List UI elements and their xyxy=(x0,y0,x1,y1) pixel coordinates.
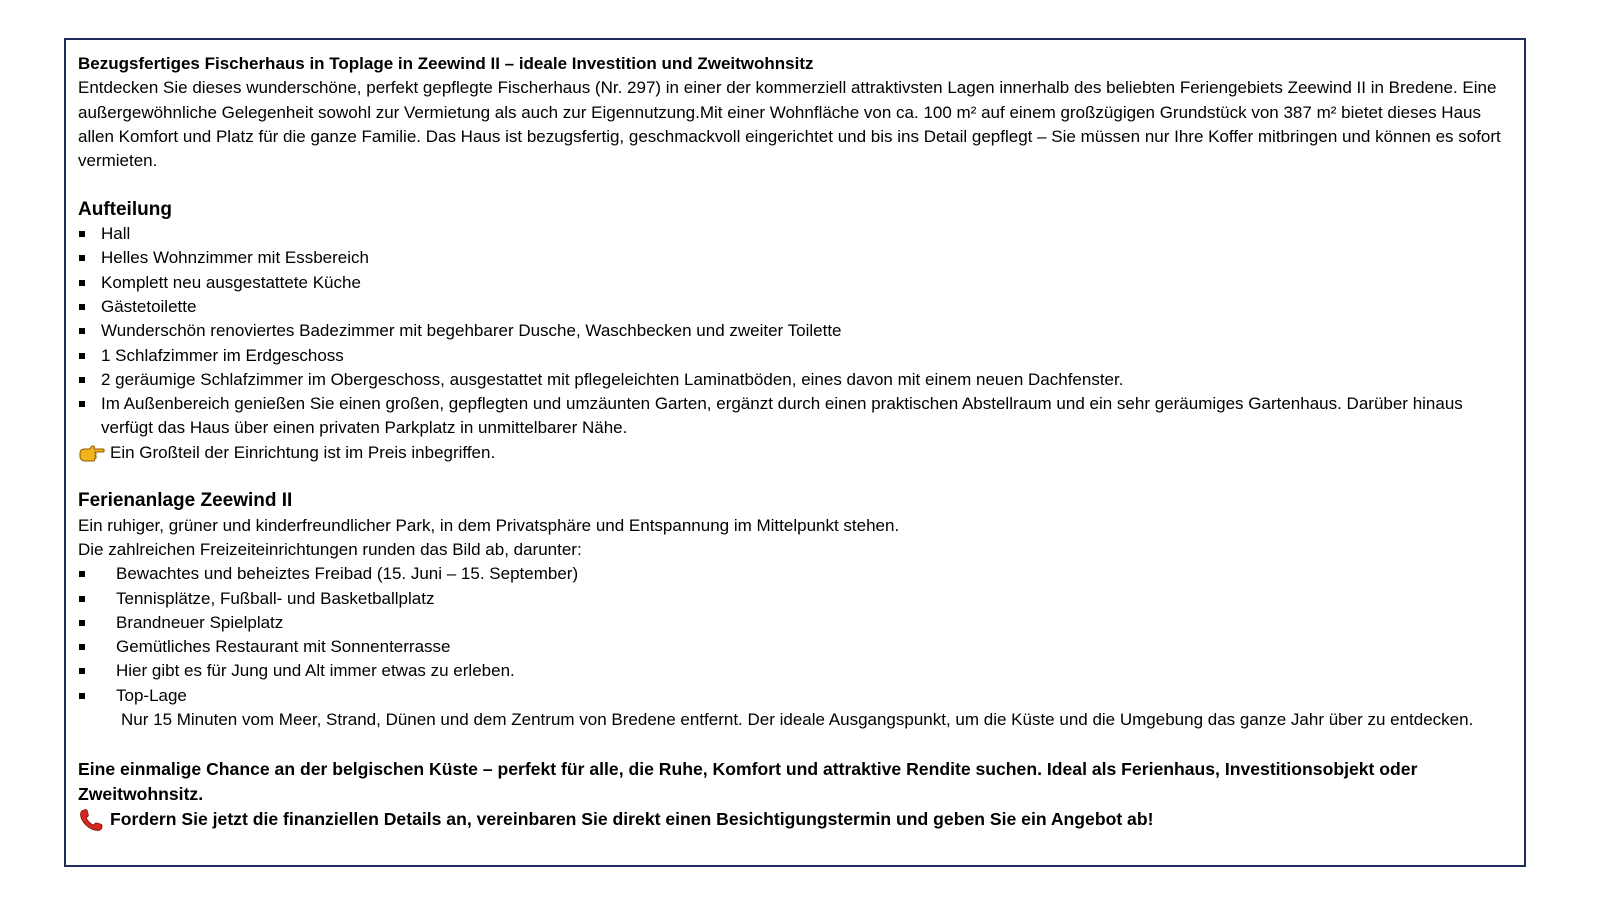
list-item: Hall xyxy=(78,222,1510,246)
resort-line-1: Ein ruhiger, grüner und kinderfreundlicher Park, in dem Privatsphäre und Entspannung im Mittelpunkt stehen. xyxy=(78,515,900,535)
layout-heading: Aufteilung xyxy=(78,198,172,220)
bullet-icon xyxy=(79,596,85,602)
bullet-icon xyxy=(79,304,85,310)
bullet-icon xyxy=(79,620,85,626)
bullet-icon xyxy=(79,668,85,674)
bullet-icon xyxy=(79,401,85,407)
list-item: 2 geräumige Schlafzimmer im Obergeschoss, ausgestattet mit pflegeleichten Laminatböden, eines davon mit einem neuen Dachfenster. xyxy=(78,368,1510,392)
bullet-icon xyxy=(79,353,85,359)
spacer xyxy=(78,732,1510,756)
spacer xyxy=(78,465,1510,489)
bullet-icon xyxy=(79,328,85,334)
telephone-icon xyxy=(79,808,105,832)
resort-line-2: Die zahlreichen Freizeiteinrichtungen runden das Bild ab, darunter: xyxy=(78,539,582,559)
list-item: Tennisplätze, Fußball- und Basketballplatz xyxy=(78,587,1510,611)
list-item: Hier gibt es für Jung und Alt immer etwas zu erleben. xyxy=(78,659,1510,683)
list-item: Gästetoilette xyxy=(78,295,1510,319)
listing-frame xyxy=(64,38,1526,867)
list-item: Brandneuer Spielplatz xyxy=(78,611,1510,635)
list-item: Im Außenbereich genießen Sie einen großen, gepflegten und umzäunten Garten, ergänzt durch einen praktischen Abstellraum und ein sehr geräumiges Gartenhaus. Darüber hinaus verfügt das Haus über einen privaten Parkplatz in unmittelbarer Nähe. xyxy=(78,392,1510,441)
layout-list xyxy=(78,222,1510,441)
listing-intro: Entdecken Sie dieses wunderschöne, perfekt gepflegte Fischerhaus (Nr. 297) in einer der kommerziell attraktivsten Lagen innerhalb des beliebten Feriengebiets Zeewind II in Bredene. Eine außergewöhnliche Gelegenheit sowohl zur Vermietung als auch zur Eigennutzung.Mit einer Wohnfläche von ca. 100 m² auf einem großzügigen Grundstück von 387 m² bietet dieses Haus allen Komfort und Platz für die ganze Familie. Das Haus ist bezugsfertig, geschmackvoll eingerichtet und bis ins Detail gepflegt – Sie müssen nur Ihre Koffer mitbringen und können es sofort vermieten. xyxy=(78,78,1501,171)
list-item: Gemütliches Restaurant mit Sonnenterrasse xyxy=(78,635,1510,659)
spacer xyxy=(78,173,1510,197)
closing-statement: Eine einmalige Chance an der belgischen Küste – perfekt für alle, die Ruhe, Komfort und attraktive Rendite suchen. Ideal als Ferienhaus, Investitionsobjekt oder Zweitwohnsitz. xyxy=(78,758,1418,804)
list-item: Helles Wohnzimmer mit Essbereich xyxy=(78,246,1510,270)
list-item: 1 Schlafzimmer im Erdgeschoss xyxy=(78,344,1510,368)
resort-list xyxy=(78,562,1510,708)
resort-heading: Ferienanlage Zeewind II xyxy=(78,490,293,512)
bullet-icon xyxy=(79,571,85,577)
list-item: Bewachtes und beheiztes Freibad (15. Juni – 15. September) xyxy=(78,562,1510,586)
list-item: Top-Lage xyxy=(78,684,1510,708)
bullet-icon xyxy=(79,693,85,699)
call-to-action: Fordern Sie jetzt die finanziellen Details an, vereinbaren Sie direkt einen Besichtigungstermin und geben Sie ein Angebot ab! xyxy=(78,807,1510,832)
bullet-icon xyxy=(79,644,85,650)
list-item: Komplett neu ausgestattete Küche xyxy=(78,271,1510,295)
list-item: Wunderschön renoviertes Badezimmer mit begehbarer Dusche, Waschbecken und zweiter Toilette xyxy=(78,319,1510,343)
bullet-icon xyxy=(79,255,85,261)
location-text: Nur 15 Minuten vom Meer, Strand, Dünen und dem Zentrum von Bredene entfernt. Der ideale Ausgangspunkt, um die Küste und die Umgebung das ganze Jahr über zu entdecken. xyxy=(121,710,1474,730)
bullet-icon xyxy=(79,377,85,383)
bullet-icon xyxy=(79,280,85,286)
bullet-icon xyxy=(79,231,85,237)
furniture-note: Ein Großteil der Einrichtung ist im Preis inbegriffen. xyxy=(78,441,1510,465)
pointing-hand-icon xyxy=(79,445,105,462)
listing-title: Bezugsfertiges Fischerhaus in Toplage in Zeewind II – ideale Investition und Zweitwohnsitz xyxy=(78,54,814,73)
